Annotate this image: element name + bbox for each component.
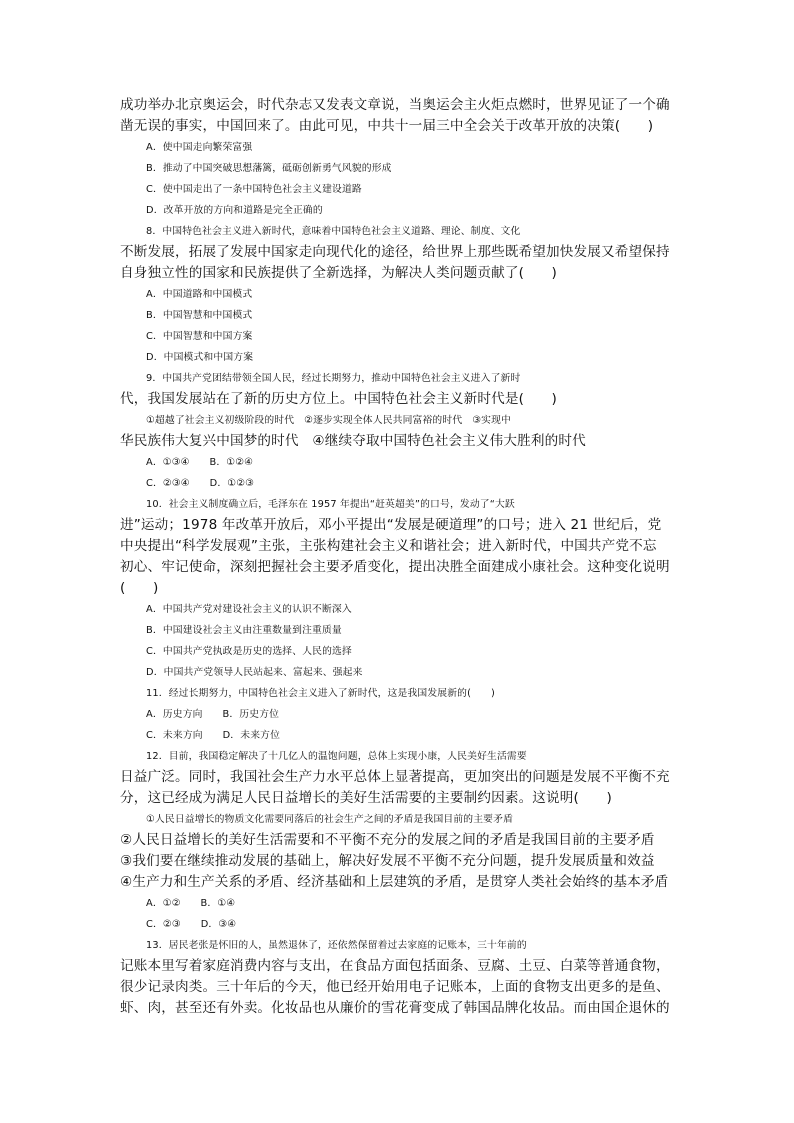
option-line: A．中国共产党对建设社会主义的认识不断深入 bbox=[146, 604, 352, 615]
option-line: D．改革开放的方向和道路是完全正确的 bbox=[146, 205, 323, 216]
question-line: 12．目前，我国稳定解决了十几亿人的温饱问题，总体上实现小康，人民美好生活需要 bbox=[146, 751, 527, 762]
statement-line: ②人民日益增长的美好生活需要和不平衡不充分的发展之间的矛盾是我国目前的主要矛盾 bbox=[120, 832, 655, 848]
text-line: 进”运动；1978 年改革开放后，邓小平提出“发展是硬道理”的口号；进入 21 世纪后，党 bbox=[120, 517, 662, 533]
option-line: B．推动了中国突破思想藩篱，砥砺创新勇气风貌的形成 bbox=[146, 163, 392, 174]
text-line: 代，我国发展站在了新的历史方位上。中国特色社会主义新时代是( ) bbox=[120, 391, 557, 407]
option-line: C．②③ D．③④ bbox=[146, 919, 237, 930]
question-line: 10．社会主义制度确立后，毛泽东在 1957 年提出“赶英超美”的口号，发动了“大跃 bbox=[146, 499, 515, 510]
statement-line: ③我们要在继续推动发展的基础上，解决好发展不平衡不充分问题，提升发展质量和效益 bbox=[120, 853, 655, 869]
question-line: 8．中国特色社会主义进入新时代，意味着中国特色社会主义道路、理论、制度、文化 bbox=[146, 226, 521, 237]
text-line: 凿无误的事实，中国回来了。由此可见，中共十一届三中全会关于改革开放的决策( ) bbox=[120, 118, 654, 134]
statement-line: ④生产力和生产关系的矛盾、经济基础和上层建筑的矛盾，是贯穿人类社会始终的基本矛盾 bbox=[120, 874, 669, 890]
text-line: 虾、肉，甚至还有外卖。化妆品也从廉价的雪花膏变成了韩国品牌化妆品。而由国企退休的 bbox=[120, 1000, 670, 1016]
text-line: 初心、牢记使命，深刻把握社会主要矛盾变化，提出决胜全面建成小康社会。这种变化说明 bbox=[120, 559, 670, 575]
option-line: A．①② B．①④ bbox=[146, 898, 236, 909]
text-line: 分，这已经成为满足人民日益增长的美好生活需要的主要制约因素。这说明( ) bbox=[120, 790, 612, 806]
statement-line: ①人民日益增长的物质文化需要同落后的社会生产之间的矛盾是我国目前的主要矛盾 bbox=[146, 814, 514, 825]
option-line: C．未来方向 D．未来方位 bbox=[146, 730, 281, 741]
text-line: 自身独立性的国家和民族提供了全新选择，为解决人类问题贡献了( ) bbox=[120, 265, 557, 281]
text-line: 中央提出“科学发展观”主张，主张构建社会主义和谐社会；进入新时代，中国共产党不忘 bbox=[120, 538, 657, 554]
option-line: D．中国模式和中国方案 bbox=[146, 352, 254, 363]
option-line: C．使中国走出了一条中国特色社会主义建设道路 bbox=[146, 184, 362, 195]
question-line: 11．经过长期努力，中国特色社会主义进入了新时代，这是我国发展新的( ) bbox=[146, 688, 495, 699]
text-line: 成功举办北京奥运会，时代杂志又发表文章说，当奥运会主火炬点燃时，世界见证了一个确 bbox=[120, 97, 670, 113]
option-line: C．②③④ D．①②③ bbox=[146, 478, 255, 489]
option-line: B．中国智慧和中国模式 bbox=[146, 310, 253, 321]
option-line: D．中国共产党领导人民站起来、富起来、强起来 bbox=[146, 667, 363, 678]
statement-line: ①超越了社会主义初级阶段的时代 ②逐步实现全体人民共同富裕的时代 ③实现中 bbox=[146, 415, 511, 426]
option-line: A．使中国走向繁荣富强 bbox=[146, 142, 253, 153]
question-line: 13．居民老张是怀旧的人，虽然退休了，还依然保留着过去家庭的记账本，三十年前的 bbox=[146, 940, 527, 951]
option-line: C．中国共产党执政是历史的选择、人民的选择 bbox=[146, 646, 352, 657]
text-line: 日益广泛。同时，我国社会生产力水平总体上显著提高，更加突出的问题是发展不平衡不充 bbox=[120, 769, 670, 785]
answer-bracket: ( ) bbox=[120, 580, 159, 596]
option-line: A．中国道路和中国模式 bbox=[146, 289, 253, 300]
text-line: 华民族伟大复兴中国梦的时代 ④继续夺取中国特色社会主义伟大胜利的时代 bbox=[120, 433, 586, 449]
question-line: 9．中国共产党团结带领全国人民，经过长期努力，推动中国特色社会主义进入了新时 bbox=[146, 373, 521, 384]
text-line: 很少记录肉类。三十年后的今天，他已经开始用电子记账本，上面的食物支出更多的是鱼、 bbox=[120, 979, 670, 995]
option-line: B．中国建设社会主义由注重数量到注重质量 bbox=[146, 625, 342, 636]
option-line: C．中国智慧和中国方案 bbox=[146, 331, 253, 342]
text-line: 不断发展，拓展了发展中国家走向现代化的途径，给世界上那些既希望加快发展又希望保持 bbox=[120, 244, 670, 260]
text-line: 记账本里写着家庭消费内容与支出，在食品方面包括面条、豆腐、土豆、白菜等普通食物， bbox=[120, 958, 670, 974]
option-line: A．①③④ B．①②④ bbox=[146, 457, 254, 468]
option-line: A．历史方向 B．历史方位 bbox=[146, 709, 280, 720]
